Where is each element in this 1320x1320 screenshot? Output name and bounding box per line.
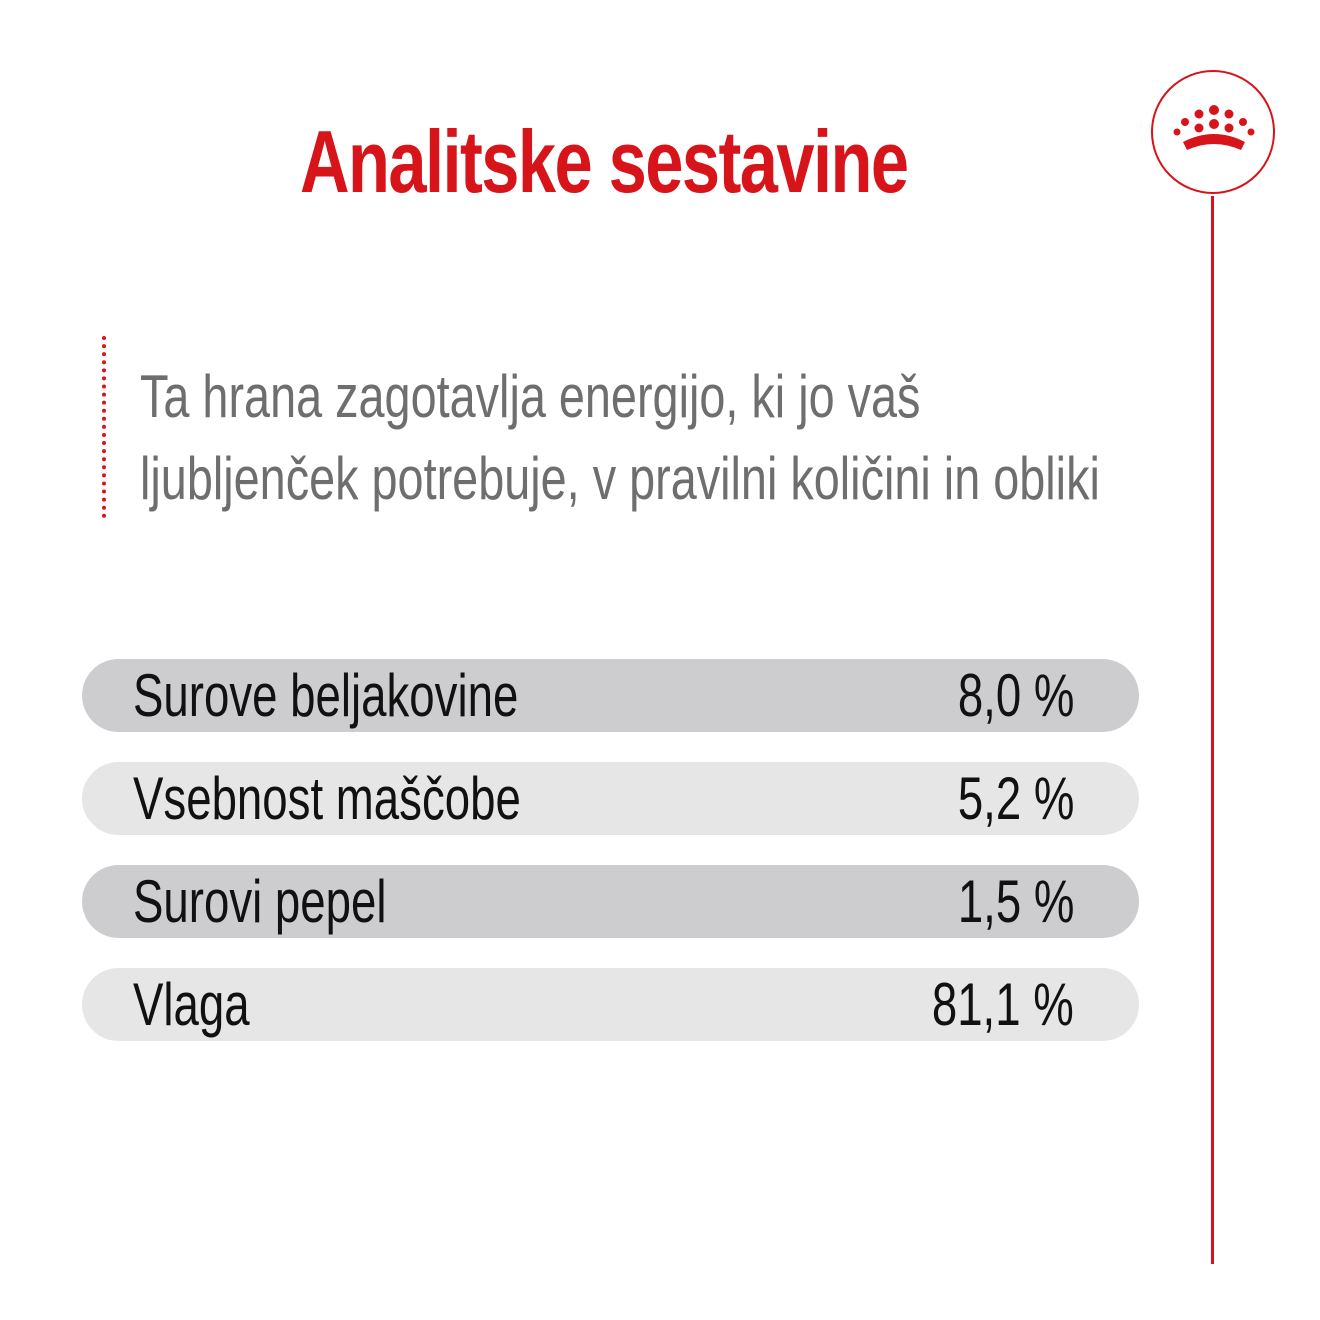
- nutrient-value: 81,1 %: [932, 971, 1074, 1038]
- nutrient-value: 8,0 %: [957, 662, 1074, 729]
- nutrient-row: [82, 968, 1139, 1041]
- nutrient-table: [82, 659, 1139, 1071]
- nutrient-label: Surove beljakovine: [133, 662, 519, 729]
- nutrient-label: Vlaga: [133, 971, 250, 1038]
- brand-badge: [1151, 70, 1275, 194]
- intro-block: [96, 336, 1156, 520]
- brand-vertical-line: [1211, 196, 1214, 1264]
- nutrient-row: [82, 762, 1139, 835]
- nutrient-value: 5,2 %: [957, 765, 1074, 832]
- crown-icon: [1171, 104, 1257, 160]
- dotted-divider: [102, 336, 106, 518]
- nutrient-row: [82, 865, 1139, 938]
- intro-text: Ta hrana zagotavlja energijo, ki jo vaš ljubljenček potrebuje, v pravilni količini in obliki: [140, 363, 1100, 512]
- nutrient-label: Vsebnost maščobe: [133, 765, 521, 832]
- page-title: Analitske sestavine: [300, 112, 908, 211]
- nutrient-label: Surovi pepel: [133, 868, 387, 935]
- nutrient-row: [82, 659, 1139, 732]
- nutrient-value: 1,5 %: [957, 868, 1074, 935]
